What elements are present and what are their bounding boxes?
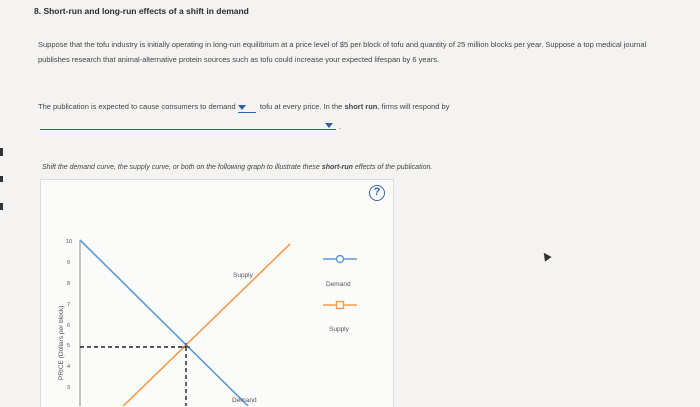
y-tick-4: 4 [67, 364, 71, 370]
demand-tool-handle-icon[interactable] [337, 256, 344, 263]
prompt-text-middle: tofu at every price. In the [259, 102, 343, 111]
y-tick-6: 6 [67, 323, 71, 329]
supply-tool[interactable] [323, 302, 357, 309]
question-paragraph: Suppose that the tofu industry is initially operating in long-run equilibrium at a price level of $5 per block of tofu and quantity of 25 million blocks per year. Suppose a top medical journal publishes research that animal-alternative protein sources such as tofu could increase your expected lifespan by 6 years. [38, 40, 647, 64]
window-edge-marker [0, 176, 3, 182]
help-icon[interactable]: ? [369, 185, 385, 201]
supply-curve-label: Supply [233, 272, 253, 279]
y-tick-7: 7 [67, 302, 71, 308]
demand-tool[interactable] [323, 256, 357, 263]
equilibrium-point-icon [182, 343, 190, 351]
question-title: 8. Short-run and long-run effects of a shift in demand [34, 6, 249, 16]
y-tick-labels [66, 239, 72, 391]
prompt-text-after: , firms will respond by [377, 102, 450, 111]
demand-curve-label: Demand [232, 397, 257, 404]
sentence-period: . [339, 122, 342, 131]
supply-curve[interactable] [80, 244, 290, 406]
legend-supply-label: Supply [329, 326, 349, 333]
short-run-emphasis: short run [344, 102, 378, 111]
instruction-tail: effects of the publication. [354, 164, 433, 171]
prompt-text-before: The publication is expected to cause consumers to demand [38, 102, 236, 111]
y-axis-label: PRICE (Dollars per block) [58, 305, 65, 380]
legend-demand-label: Demand [326, 281, 351, 288]
window-edge-marker [0, 148, 3, 156]
instruction-bold: short-run [321, 164, 353, 171]
y-tick-9: 9 [67, 260, 71, 266]
y-tick-3: 3 [67, 385, 71, 391]
y-tick-10: 10 [66, 239, 73, 245]
instruction-main: Shift the demand curve, the supply curve, or both on the following graph to illustrate these [42, 164, 320, 171]
y-tick-8: 8 [67, 281, 71, 287]
y-tick-5: 5 [67, 343, 71, 349]
demand-curve[interactable] [80, 240, 248, 406]
supply-tool-handle-icon[interactable] [337, 302, 344, 309]
window-edge-marker [0, 203, 3, 210]
